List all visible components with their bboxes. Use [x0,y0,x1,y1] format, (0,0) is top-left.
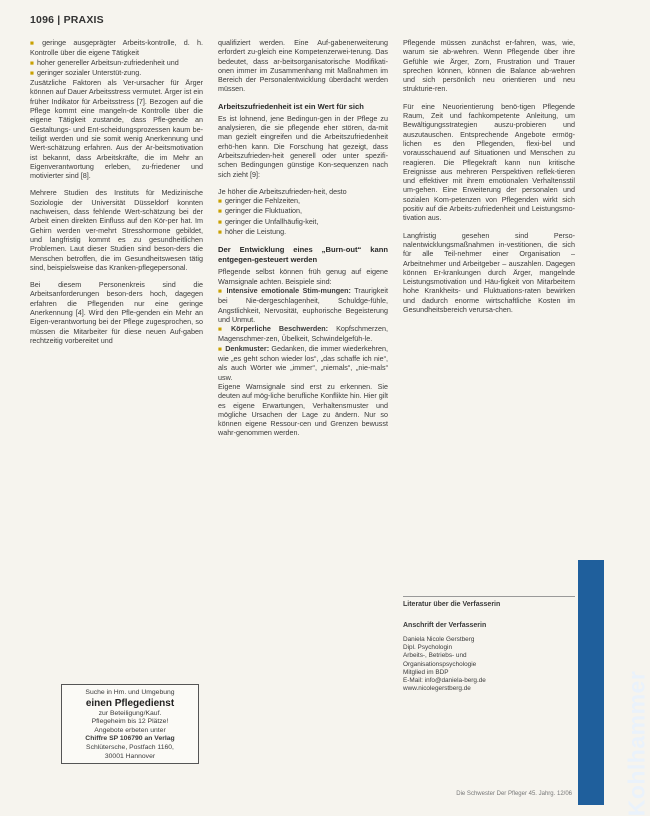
divider [403,596,575,597]
bullet-icon: ■ [30,59,34,67]
ad-line: Suche in Hm. und Umgebung [85,689,175,696]
address-website: www.nicolegerstberg.de [403,685,471,693]
paragraph: Zusätzliche Faktoren als Ver-ursacher für Ärger können auf Dauer Arbeitsstress vermutet. Ärger ist ein früher Indikator für Arbeitsstress [7]. Bezogen auf die Pflege kommt eine mangeln-de Kontrolle über die eigene Tätigkeit zustande, dass Pfle-gende an Gestaltungs- und Ent-scheidungsprozessen kaum be-teiligt werden und sie somit wenig Anerkennung und Wert-schätzung erfahren. Aus der Ar-beitsmotivation ist bekannt, dass Arbeitskräfte, die im Mehr an Eigenverantwortung erleben, zu-friedener und motivierter sind [8]. [30,78,203,181]
classified-ad [61,684,199,764]
paragraph: Pflegende selbst können früh genug auf eigene Warnsignale achten. Beispiele sind: [218,267,388,286]
paragraph: Für eine Neuorientierung benö-tigen Pflegende Raum, Zeit und fachkompetente Anleitung, um Bewältigungsstrategien auszu-probieren und auszutauschen. Entsprechende Angebote ermög-lichen es den Pflegenden, flexi-bel und vorausschauend auf Situationen und Menschen zu reagieren. Die Pflegekraft kann nun kritische Ereignisse aus mehreren Perspektiven reflek-tieren und effektiver mit ihrem emotionalen Verhaltensstil um-gehen. Eine Erweiterung der personalen und sozialen Kom-petenzen von Pflegenden wirkt sich positiv auf die Arbeits-zufriedenheit und Leistungsmo-tivation aus. [403,101,575,223]
list-item-label: Körperliche Beschwerden: [230,324,329,334]
list-item [30,68,203,78]
list-item [218,286,388,324]
list-item-label: Denkmuster: [225,343,270,353]
list-item [30,38,203,58]
paragraph: Bei diesem Personenkreis sind die Arbeitsanforderungen beson-ders hoch, dagegen erfahren die Pflegenden nur eine geringe Anerkennung [4]. Wird den Pfle-genden ein Mehr an Eigen-verantwortung bei der Pflege zugesprochen, so müssen die Mitarbeiter für diese neuen Auf-gaben rechtzeitig vorbereitet und [30,280,203,345]
list-item-text: Gedanken, die immer wiederkehren, wie „es geht schon wieder los“, „das schaffe ich nie“, als auch Wörter wie „immer“, „niemals“, „nie-mals“ usw. [218,343,389,382]
list-item [218,217,388,227]
list-item [218,196,388,206]
list-item-text: hoher genereller Arbeitsun-zufriedenheit und [36,57,179,67]
address-line: Dipl. Psychologin [403,644,453,652]
section-heading: Arbeitszufriedenheit ist ein Wert für sich [218,101,364,111]
list-item-text: geringer die Fluktuation, [224,206,303,216]
page-header [30,14,104,26]
address-line: Daniela Nicole Gerstberg [403,636,475,643]
bullet-icon: ■ [218,218,222,226]
paragraph: Eigene Warnsignale sind erst zu erkennen. Sie deuten auf mög-liche berufliche Konflikte hin. Hier gilt es eigene Erwartungen, Verhaltensmuster und mögliche Ursachen der Lage zu ändern. Nur so können eigene Ressour-cen und Grenzen bewusst wahr-genommen werden. [218,381,388,438]
paragraph: qualifiziert werden. Eine Auf-gabenerweiterung erfordert zu-gleich eine Kompetenzerwei-terung. Das bedeutet, dass ar-beitsorganisatorische Modifikati-onen immer im Zusammenhang mit Maßnahmen im Bereich der Personalentwicklung überdacht werden müssen. [218,38,388,94]
ad-line: zur Beteiligung/Kauf. [98,709,162,717]
address-line: Arbeits-, Betriebs- und [403,652,467,660]
author-info-box [403,596,575,693]
list-item-text: geringer die Fehlzeiten, [224,196,301,206]
list-item [218,344,388,382]
column-left [30,38,203,353]
list-item [30,58,203,68]
publisher-side-tab [578,560,650,816]
header-separator: | [57,14,61,26]
list-item-label: Intensive emotionale Stim-mungen: [226,285,351,295]
list-item-text: Kopfschmerzen, Magenschmer-zen, Übelkeit, Schwindelgefüh-le. [218,324,388,344]
page-footer: Die Schwester Der Pfleger 45. Jahrg. 12/06 [456,791,572,797]
bullet-icon: ■ [218,208,222,216]
bullet-icon: ■ [30,69,34,77]
ad-line: Pflegeheim bis 12 Plätze! [91,718,169,726]
list-item-text: höher die Leistung. [224,227,287,237]
list-item-text: geringer sozialer Unterstüt-zung. [36,67,142,77]
list-item [218,206,388,216]
list-item [218,227,388,237]
paragraph: Pflegende müssen zunächst er-fahren, was, wie, warum sie ab-wehren. Wenn Pflegende über ihre Gefühle wie Ärger, Zorn, Frustration und Trauer sprechen können, können die Balance ab-wehren und sich persönlich neu orientieren und neu strukturie-ren. [403,38,575,94]
address-line: Mitglied im BDP [403,668,449,676]
address-heading: Anschrift der Verfasserin [403,622,487,629]
list-item-text: geringe ausgeprägter Arbeits-kontrolle, d. h. Kontrolle über die eigene Tätigkeit [30,38,203,58]
paragraph: Es ist lohnend, jene Bedingun-gen in der Pflege zu analysieren, die sie pflegende eher stören, da-mit man gezielt eingreifen und die Arbeitszufriedenheit erhö-hen kann. Die Forschung hat gezeigt, dass Arbeitszufrieden-heit generell oder unter spezifi-schen Bedingungen günstige Kon-sequenzen nach sich zieht [9]: [218,113,388,179]
section-heading: Der Entwicklung eines „Burn-out“ kann entgegen-gesteuert werden [218,245,388,265]
bullet-icon: ■ [30,40,40,47]
ad-line: 30001 Hannover [104,752,156,760]
paragraph: Je höher die Arbeitszufrieden-heit, desto [218,186,347,196]
ad-headline: einen Pflegedienst [85,697,175,709]
page-number: 1096 [30,14,55,26]
section-name: PRAXIS [63,14,104,26]
column-middle [218,38,388,446]
paragraph: Mehrere Studien des Instituts für Medizinische Soziologie der Universität Düsseldorf konnten nachweisen, dass fehlende Wert-schätzung bei der Arbeit einen direkten Einfluss auf den Kör-per hat. Im Gehirn werden ver-mehrt Stresshormone gebildet, und langfristig kommt es zu gesundheitlichen Problemen. Laut dieser Studien sind beson-ders die Menschen betroffen, die im Gesundheitswesen tätig sind, beispielsweise das Kranken-pflegepersonal. [30,188,203,272]
address-email: E-Mail: info@daniela-berg.de [403,677,486,685]
publisher-name: Kohlhammer [623,670,650,816]
literature-note: Literatur über die Verfasserin [403,601,501,608]
column-right [403,38,575,322]
ad-line: Schlütersche, Postfach 1160, [86,743,174,751]
ad-cipher: Chiffre SP 106790 an Verlag [85,735,175,743]
list-item [218,324,388,344]
ad-line: Angebote erbeten unter [94,726,166,734]
list-item-text: Traurigkeit bei Nie-dergeschlagenheit, Schuldge-fühle, Angstlichkeit, Nervosität, euphorische Begeisterung und Unmut. [218,285,388,324]
bullet-icon: ■ [218,345,223,353]
bullet-icon: ■ [218,229,222,237]
bullet-icon: ■ [218,287,224,295]
address-line: Organisationspsychologie [403,660,477,668]
bullet-icon: ■ [218,326,228,334]
bullet-icon: ■ [218,198,222,206]
list-item-text: geringer die Unfallhäufig-keit, [224,216,319,226]
paragraph: Langfristig gesehen sind Perso-nalentwicklungsmaßnahmen in-vestitionen, die sich für alle Teil-nehmer einer Organisation – Arbeitnehmer und Arbeitgeber – auszahlen. Dagegen können Er-krankungen durch Ärger, mangelnde Leistungsmotivation und Häu-figkeit von Mitarbeitern hohe Krankheits- und Fluktuations-raten bewirken und dadurch enorme wirtschaftliche Kosten im Gesundheitsbereich verursa-chen. [403,230,575,315]
